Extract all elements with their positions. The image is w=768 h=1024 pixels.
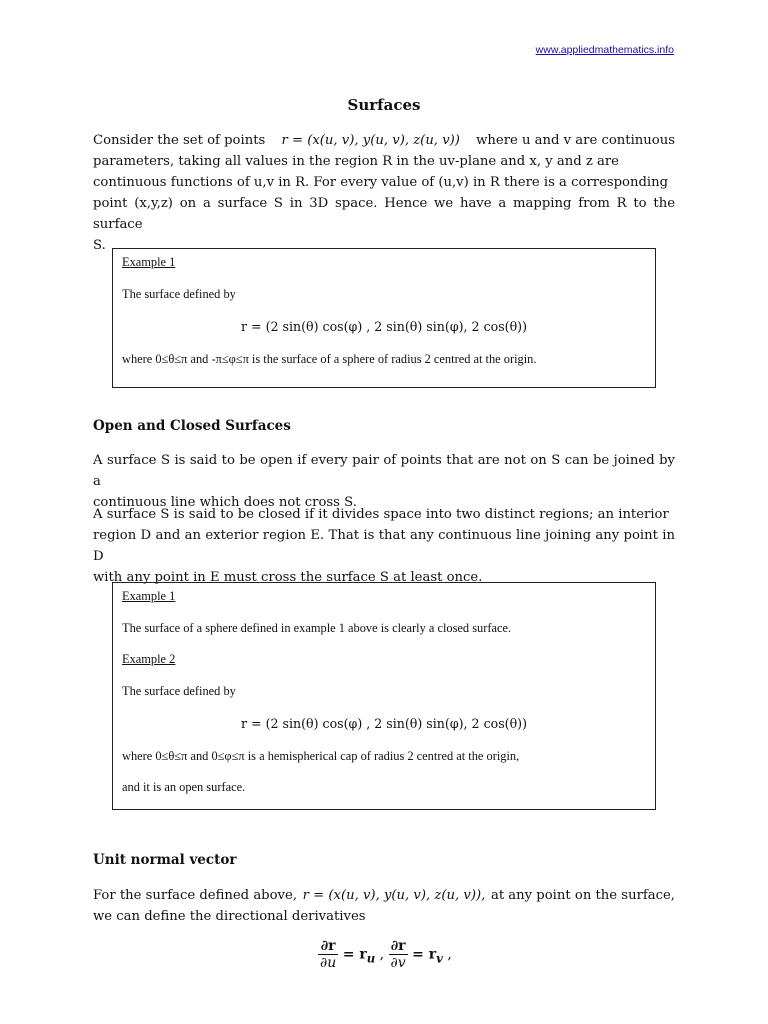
page-title: Surfaces bbox=[347, 96, 421, 114]
intro-line-1-a: Consider the set of points bbox=[93, 133, 266, 148]
intro-line-4: point (x,y,z) on a surface S in 3D space. Hence we have a mapping from R to the surface bbox=[93, 196, 675, 232]
box1-text-1: The surface defined by bbox=[122, 287, 236, 301]
intro-line-1-b: where u and v are continuous bbox=[476, 133, 675, 148]
unit-normal-line-1 bbox=[93, 885, 675, 906]
box2-ex2-text-3: and it is an open surface. bbox=[122, 780, 246, 794]
closed-line-2: region D and an exterior region E. That is that any continuous line joining any point in D bbox=[93, 528, 675, 564]
deriv-v-numerator: ∂r bbox=[389, 938, 408, 955]
deriv-u-subscript: u bbox=[366, 951, 376, 966]
box2-ex2-text-2: where 0≤θ≤π and 0≤φ≤π is a hemispherical cap of radius 2 centred at the origin, bbox=[122, 749, 520, 763]
closed-line-1: A surface S is said to be closed if it divides space into two distinct regions; an interior bbox=[93, 507, 669, 522]
box2-ex1-text: The surface of a sphere defined in example 1 above is clearly a closed surface. bbox=[122, 621, 512, 635]
deriv-u-fraction bbox=[318, 938, 338, 971]
closed-paragraph bbox=[93, 504, 675, 588]
deriv-separator-1: , bbox=[379, 946, 385, 963]
intro-line-1 bbox=[93, 130, 675, 151]
deriv-v-fraction bbox=[389, 938, 408, 971]
box2-ex1-heading: Example 1 bbox=[122, 589, 176, 603]
unit-normal-line-2: we can define the directional derivatives bbox=[93, 909, 366, 924]
unit-normal-line-1-a: For the surface defined above, bbox=[93, 888, 298, 903]
unit-normal-paragraph bbox=[93, 885, 675, 927]
deriv-u-rhs: = r bbox=[342, 946, 367, 963]
example-box-1 bbox=[112, 248, 656, 388]
heading-open-closed: Open and Closed Surfaces bbox=[93, 418, 291, 434]
open-line-1: A surface S is said to be open if every pair of points that are not on S can be joined by a bbox=[93, 453, 675, 489]
directional-derivatives bbox=[318, 938, 452, 971]
box2-ex2-equation: r = (2 sin(θ) cos(φ) , 2 sin(θ) sin(φ), 2 cos(θ)) bbox=[241, 716, 527, 731]
deriv-u-numerator: ∂r bbox=[318, 938, 338, 955]
site-link[interactable]: www.appliedmathematics.info bbox=[535, 44, 674, 56]
box1-heading: Example 1 bbox=[122, 255, 176, 269]
intro-paragraph bbox=[93, 130, 675, 256]
deriv-v-rhs: = r bbox=[412, 946, 437, 963]
heading-unit-normal: Unit normal vector bbox=[93, 852, 237, 868]
deriv-v-subscript: v bbox=[436, 951, 443, 966]
box2-ex2-heading: Example 2 bbox=[122, 652, 176, 666]
deriv-separator-2: , bbox=[447, 946, 452, 963]
closed-line-3: with any point in E must cross the surface S at least once. bbox=[93, 570, 483, 585]
intro-r-equation: r = (x(u, v), y(u, v), z(u, v)) bbox=[281, 133, 460, 148]
example-box-2 bbox=[112, 582, 656, 810]
box2-ex2-text-1: The surface defined by bbox=[122, 684, 236, 698]
open-line-2: continuous line which does not cross S. bbox=[93, 495, 357, 510]
deriv-v-denominator: ∂v bbox=[390, 955, 406, 971]
unit-normal-line-1-b: at any point on the surface, bbox=[490, 888, 675, 903]
intro-line-5: S. bbox=[93, 238, 106, 253]
box1-equation: r = (2 sin(θ) cos(φ) , 2 sin(θ) sin(φ), 2 cos(θ)) bbox=[241, 319, 527, 334]
box1-text-2: where 0≤θ≤π and -π≤φ≤π is the surface of a sphere of radius 2 centred at the origin. bbox=[122, 352, 537, 366]
intro-line-2: parameters, taking all values in the region R in the uv-plane and x, y and z are bbox=[93, 154, 619, 169]
deriv-u-denominator: ∂u bbox=[320, 955, 337, 971]
unit-normal-r-equation: r = (x(u, v), y(u, v), z(u, v)), bbox=[302, 888, 486, 903]
intro-line-3: continuous functions of u,v in R. For every value of (u,v) in R there is a corresponding bbox=[93, 175, 669, 190]
